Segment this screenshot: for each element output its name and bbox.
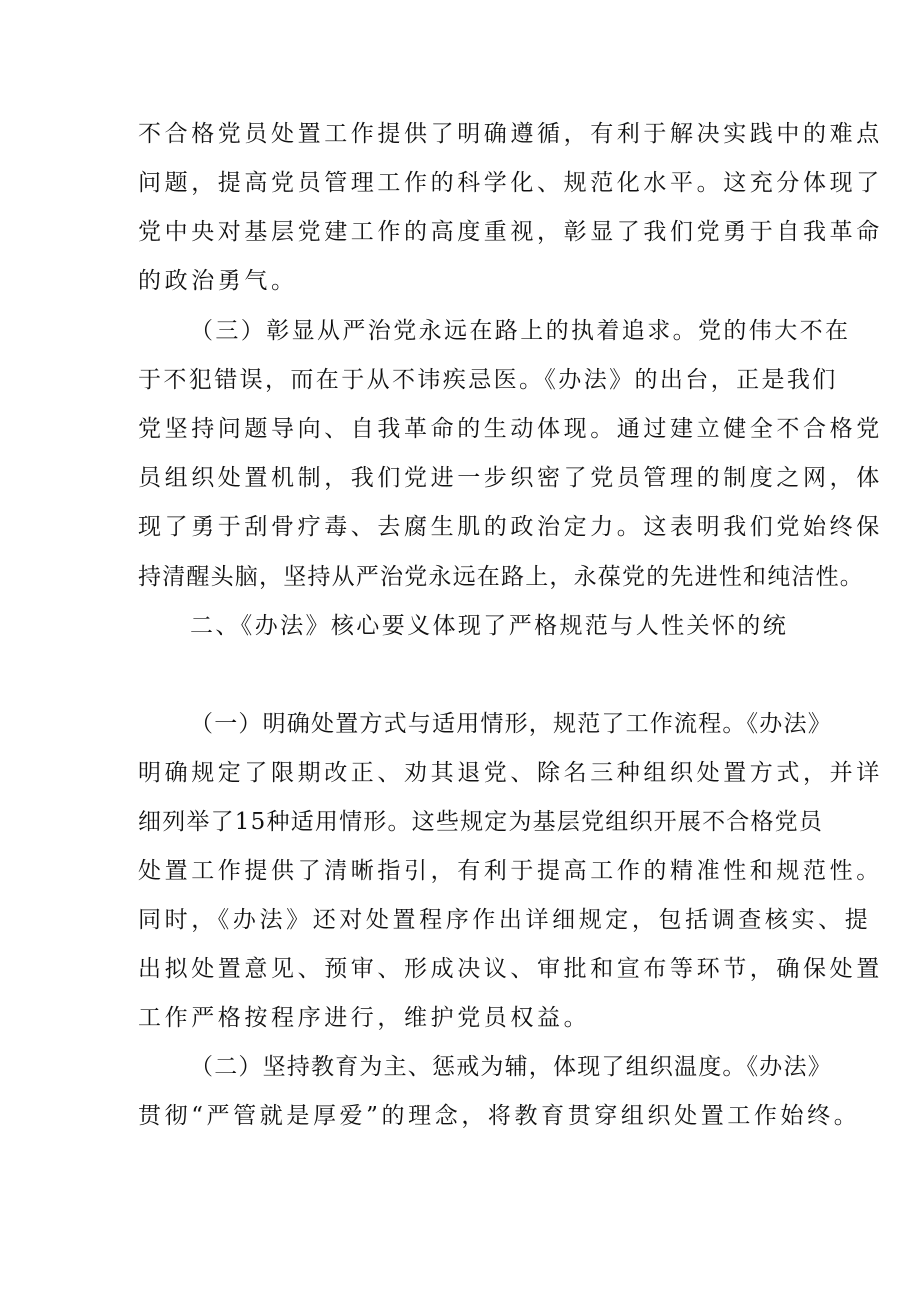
body-text-line: 处置工作提供了清晰指引，有利于提高工作的精准性和规范性。 (138, 858, 883, 884)
paragraph-heading-2: （二）坚持教育为主、惩戒为辅，体现了组织温度。《办法》 (190, 1054, 832, 1080)
paragraph-heading-3: （三）彰显从严治党永远在路上的执着追求。党的伟大不在 (190, 318, 851, 344)
body-text-line: 持清醒头脑，坚持从严治党永远在路上，永葆党的先进性和纯洁性。 (138, 564, 864, 590)
body-text-line: 党中央对基层党建工作的高度重视，彰显了我们党勇于自我革命 (138, 219, 883, 245)
body-text-line: 贯彻“严管就是厚爱”的理念，将教育贯穿组织处置工作始终。 (138, 1103, 861, 1129)
body-text-line: 员组织处置机制，我们党进一步织密了党员管理的制度之网，体 (138, 465, 883, 491)
body-text-line: 工作严格按程序进行，维护党员权益。 (138, 1005, 591, 1031)
body-text-line: 不合格党员处置工作提供了明确遵循，有利于解决实践中的难点 (138, 121, 883, 147)
body-text-line: 出拟处置意见、预审、形成决议、审批和宣布等环节，确保处置 (138, 956, 883, 982)
section-heading-2: 二、《办法》核心要义体现了严格规范与人性关怀的统 (190, 613, 789, 639)
paragraph-heading-1: （一）明确处置方式与适用情形，规范了工作流程。《办法》 (190, 711, 832, 737)
body-text-line: 的政治勇气。 (138, 268, 298, 294)
body-text-line: 同时，《办法》还对处置程序作出详细规定，包括调查核实、提 (138, 907, 872, 933)
body-text-line: 问题，提高党员管理工作的科学化、规范化水平。这充分体现了 (138, 170, 883, 196)
body-text-line: 于不犯错误，而在于从不讳疾忌医。《办法》的出台，正是我们 (138, 367, 838, 393)
body-text-line: 党坚持问题导向、自我革命的生动体现。通过建立健全不合格党 (138, 416, 883, 442)
body-text-line: 细列举了15种适用情形。这些规定为基层党组织开展不合格党员 (138, 809, 824, 835)
body-text-line: 明确规定了限期改正、劝其退党、除名三种组织处置方式，并详 (138, 760, 883, 786)
body-text-line: 现了勇于刮骨疗毒、去腐生肌的政治定力。这表明我们党始终保 (138, 514, 883, 540)
